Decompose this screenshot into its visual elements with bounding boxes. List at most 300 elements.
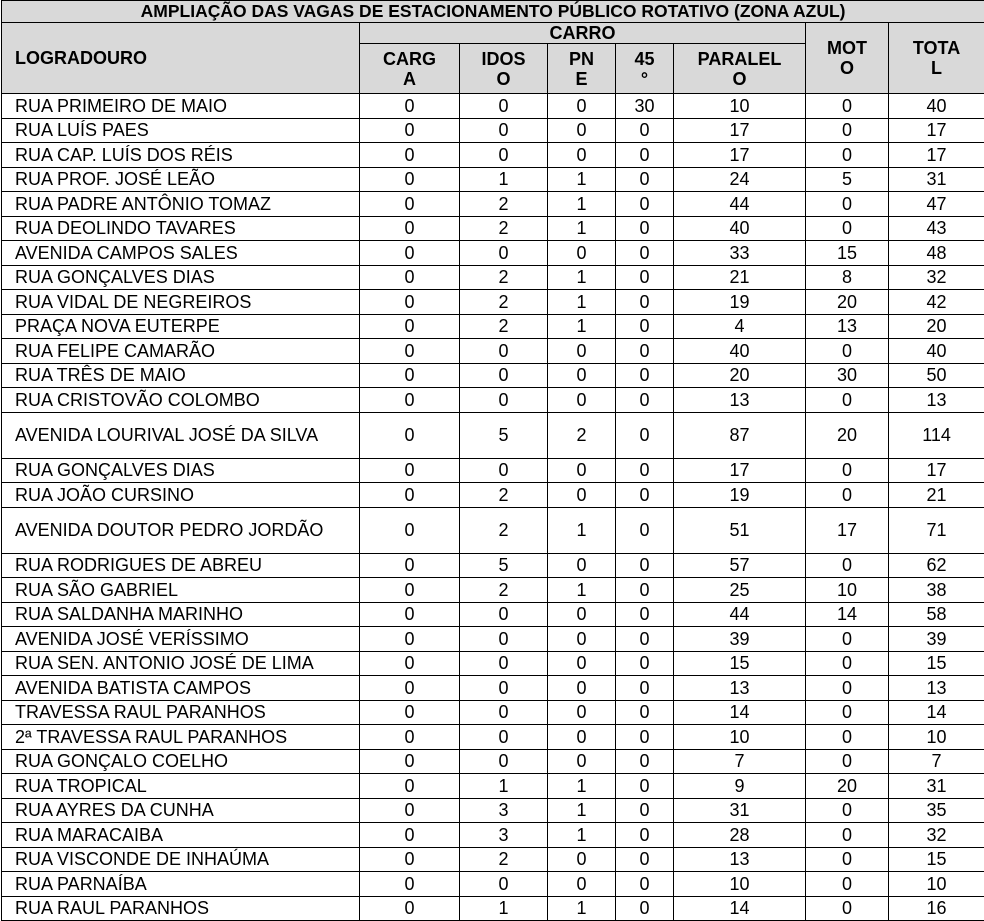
table-row bbox=[2, 458, 984, 483]
cell-pne: 0 bbox=[548, 339, 616, 364]
cell-idoso: 2 bbox=[460, 578, 548, 603]
cell-carga: 0 bbox=[360, 651, 460, 676]
table-row bbox=[2, 725, 984, 750]
cell-pne: 1 bbox=[548, 167, 616, 192]
cell-idoso: 0 bbox=[460, 627, 548, 652]
table-row bbox=[2, 241, 984, 266]
cell-moto: 0 bbox=[806, 458, 889, 483]
cell-carga: 0 bbox=[360, 578, 460, 603]
cell-45-degree: 0 bbox=[616, 774, 674, 799]
cell-pne: 1 bbox=[548, 314, 616, 339]
cell-pne: 0 bbox=[548, 458, 616, 483]
cell-carga: 0 bbox=[360, 749, 460, 774]
cell-45-degree: 0 bbox=[616, 725, 674, 750]
cell-carga: 0 bbox=[360, 458, 460, 483]
cell-total: 48 bbox=[889, 241, 984, 266]
cell-45-degree: 0 bbox=[616, 339, 674, 364]
cell-paralelo: 4 bbox=[674, 314, 806, 339]
cell-moto: 0 bbox=[806, 339, 889, 364]
cell-moto: 20 bbox=[806, 774, 889, 799]
cell-45-degree: 0 bbox=[616, 749, 674, 774]
cell-logradouro: RUA RAUL PARANHOS bbox=[2, 896, 360, 921]
cell-paralelo: 17 bbox=[674, 118, 806, 143]
cell-logradouro: AVENIDA DOUTOR PEDRO JORDÃO bbox=[2, 507, 360, 553]
cell-total: 17 bbox=[889, 458, 984, 483]
cell-logradouro: 2ª TRAVESSA RAUL PARANHOS bbox=[2, 725, 360, 750]
cell-moto: 14 bbox=[806, 602, 889, 627]
cell-idoso: 0 bbox=[460, 602, 548, 627]
table-row bbox=[2, 676, 984, 701]
cell-logradouro: RUA SÃO GABRIEL bbox=[2, 578, 360, 603]
cell-logradouro: RUA SALDANHA MARINHO bbox=[2, 602, 360, 627]
cell-idoso: 5 bbox=[460, 412, 548, 458]
header-total: TOTA L bbox=[889, 23, 984, 94]
cell-idoso: 2 bbox=[460, 847, 548, 872]
cell-logradouro: RUA VIDAL DE NEGREIROS bbox=[2, 290, 360, 315]
header-pne: PN E bbox=[548, 44, 616, 94]
cell-idoso: 2 bbox=[460, 290, 548, 315]
cell-45-degree: 0 bbox=[616, 507, 674, 553]
cell-idoso: 0 bbox=[460, 700, 548, 725]
table-row bbox=[2, 774, 984, 799]
cell-carga: 0 bbox=[360, 339, 460, 364]
cell-45-degree: 0 bbox=[616, 167, 674, 192]
cell-total: 62 bbox=[889, 553, 984, 578]
cell-paralelo: 33 bbox=[674, 241, 806, 266]
cell-idoso: 1 bbox=[460, 774, 548, 799]
cell-pne: 0 bbox=[548, 553, 616, 578]
cell-total: 38 bbox=[889, 578, 984, 603]
cell-logradouro: RUA TROPICAL bbox=[2, 774, 360, 799]
cell-moto: 0 bbox=[806, 553, 889, 578]
cell-paralelo: 9 bbox=[674, 774, 806, 799]
table-row bbox=[2, 363, 984, 388]
cell-paralelo: 17 bbox=[674, 458, 806, 483]
cell-pne: 0 bbox=[548, 749, 616, 774]
cell-paralelo: 10 bbox=[674, 725, 806, 750]
cell-total: 16 bbox=[889, 896, 984, 921]
cell-total: 114 bbox=[889, 412, 984, 458]
cell-total: 31 bbox=[889, 167, 984, 192]
cell-logradouro: RUA RODRIGUES DE ABREU bbox=[2, 553, 360, 578]
cell-moto: 30 bbox=[806, 363, 889, 388]
cell-45-degree: 30 bbox=[616, 94, 674, 119]
cell-45-degree: 0 bbox=[616, 700, 674, 725]
cell-45-degree: 0 bbox=[616, 388, 674, 413]
cell-paralelo: 14 bbox=[674, 700, 806, 725]
cell-logradouro: RUA DEOLINDO TAVARES bbox=[2, 216, 360, 241]
cell-paralelo: 39 bbox=[674, 627, 806, 652]
cell-pne: 0 bbox=[548, 143, 616, 168]
cell-45-degree: 0 bbox=[616, 241, 674, 266]
parking-table bbox=[1, 0, 984, 921]
cell-pne: 0 bbox=[548, 388, 616, 413]
cell-total: 43 bbox=[889, 216, 984, 241]
cell-moto: 0 bbox=[806, 749, 889, 774]
cell-45-degree: 0 bbox=[616, 578, 674, 603]
cell-paralelo: 10 bbox=[674, 94, 806, 119]
cell-carga: 0 bbox=[360, 896, 460, 921]
cell-moto: 5 bbox=[806, 167, 889, 192]
table-row bbox=[2, 749, 984, 774]
cell-logradouro: RUA SEN. ANTONIO JOSÉ DE LIMA bbox=[2, 651, 360, 676]
header-paralelo: PARALEL O bbox=[674, 44, 806, 94]
cell-logradouro: RUA LUÍS PAES bbox=[2, 118, 360, 143]
cell-total: 13 bbox=[889, 388, 984, 413]
cell-logradouro: RUA GONÇALVES DIAS bbox=[2, 265, 360, 290]
cell-45-degree: 0 bbox=[616, 363, 674, 388]
cell-paralelo: 44 bbox=[674, 192, 806, 217]
cell-total: 20 bbox=[889, 314, 984, 339]
cell-45-degree: 0 bbox=[616, 896, 674, 921]
cell-paralelo: 10 bbox=[674, 872, 806, 897]
cell-total: 10 bbox=[889, 725, 984, 750]
cell-total: 32 bbox=[889, 823, 984, 848]
cell-carga: 0 bbox=[360, 314, 460, 339]
cell-paralelo: 51 bbox=[674, 507, 806, 553]
cell-idoso: 2 bbox=[460, 507, 548, 553]
cell-pne: 0 bbox=[548, 241, 616, 266]
cell-idoso: 1 bbox=[460, 167, 548, 192]
cell-moto: 0 bbox=[806, 143, 889, 168]
cell-pne: 1 bbox=[548, 774, 616, 799]
cell-logradouro: RUA JOÃO CURSINO bbox=[2, 483, 360, 508]
cell-logradouro: RUA TRÊS DE MAIO bbox=[2, 363, 360, 388]
cell-logradouro: RUA GONÇALO COELHO bbox=[2, 749, 360, 774]
cell-logradouro: AVENIDA JOSÉ VERÍSSIMO bbox=[2, 627, 360, 652]
cell-carga: 0 bbox=[360, 192, 460, 217]
cell-total: 71 bbox=[889, 507, 984, 553]
cell-logradouro: AVENIDA LOURIVAL JOSÉ DA SILVA bbox=[2, 412, 360, 458]
cell-logradouro: AVENIDA BATISTA CAMPOS bbox=[2, 676, 360, 701]
cell-logradouro: RUA PROF. JOSÉ LEÃO bbox=[2, 167, 360, 192]
cell-moto: 13 bbox=[806, 314, 889, 339]
cell-pne: 0 bbox=[548, 118, 616, 143]
cell-moto: 0 bbox=[806, 676, 889, 701]
cell-idoso: 0 bbox=[460, 725, 548, 750]
cell-paralelo: 13 bbox=[674, 388, 806, 413]
cell-idoso: 0 bbox=[460, 651, 548, 676]
cell-logradouro: RUA VISCONDE DE INHAÚMA bbox=[2, 847, 360, 872]
cell-pne: 0 bbox=[548, 872, 616, 897]
table-row bbox=[2, 167, 984, 192]
cell-pne: 0 bbox=[548, 483, 616, 508]
cell-45-degree: 0 bbox=[616, 412, 674, 458]
cell-moto: 0 bbox=[806, 627, 889, 652]
cell-pne: 0 bbox=[548, 847, 616, 872]
cell-paralelo: 14 bbox=[674, 896, 806, 921]
cell-logradouro: AVENIDA CAMPOS SALES bbox=[2, 241, 360, 266]
cell-pne: 1 bbox=[548, 578, 616, 603]
cell-45-degree: 0 bbox=[616, 847, 674, 872]
table-body bbox=[2, 94, 984, 921]
cell-total: 15 bbox=[889, 651, 984, 676]
cell-carga: 0 bbox=[360, 676, 460, 701]
cell-carga: 0 bbox=[360, 94, 460, 119]
cell-idoso: 0 bbox=[460, 676, 548, 701]
cell-total: 17 bbox=[889, 143, 984, 168]
cell-total: 10 bbox=[889, 872, 984, 897]
cell-moto: 0 bbox=[806, 388, 889, 413]
table-row bbox=[2, 553, 984, 578]
cell-carga: 0 bbox=[360, 118, 460, 143]
cell-paralelo: 87 bbox=[674, 412, 806, 458]
cell-idoso: 0 bbox=[460, 458, 548, 483]
cell-pne: 1 bbox=[548, 265, 616, 290]
cell-idoso: 0 bbox=[460, 749, 548, 774]
cell-carga: 0 bbox=[360, 823, 460, 848]
table-row bbox=[2, 651, 984, 676]
cell-carga: 0 bbox=[360, 553, 460, 578]
cell-moto: 0 bbox=[806, 700, 889, 725]
cell-logradouro: RUA GONÇALVES DIAS bbox=[2, 458, 360, 483]
cell-45-degree: 0 bbox=[616, 602, 674, 627]
table-row bbox=[2, 216, 984, 241]
cell-idoso: 2 bbox=[460, 483, 548, 508]
table-row bbox=[2, 412, 984, 458]
cell-carga: 0 bbox=[360, 774, 460, 799]
cell-carga: 0 bbox=[360, 507, 460, 553]
cell-moto: 20 bbox=[806, 290, 889, 315]
cell-moto: 8 bbox=[806, 265, 889, 290]
cell-moto: 0 bbox=[806, 118, 889, 143]
cell-logradouro: RUA FELIPE CAMARÃO bbox=[2, 339, 360, 364]
cell-carga: 0 bbox=[360, 290, 460, 315]
cell-pne: 1 bbox=[548, 192, 616, 217]
cell-paralelo: 19 bbox=[674, 483, 806, 508]
cell-paralelo: 15 bbox=[674, 651, 806, 676]
table-row bbox=[2, 507, 984, 553]
table-row bbox=[2, 339, 984, 364]
table-row bbox=[2, 798, 984, 823]
cell-carga: 0 bbox=[360, 872, 460, 897]
cell-idoso: 0 bbox=[460, 339, 548, 364]
cell-total: 58 bbox=[889, 602, 984, 627]
cell-carga: 0 bbox=[360, 241, 460, 266]
header-moto: MOT O bbox=[806, 23, 889, 94]
cell-moto: 0 bbox=[806, 847, 889, 872]
cell-idoso: 0 bbox=[460, 363, 548, 388]
cell-idoso: 5 bbox=[460, 553, 548, 578]
cell-pne: 0 bbox=[548, 676, 616, 701]
cell-paralelo: 13 bbox=[674, 676, 806, 701]
table-row bbox=[2, 192, 984, 217]
cell-paralelo: 28 bbox=[674, 823, 806, 848]
cell-45-degree: 0 bbox=[616, 143, 674, 168]
cell-logradouro: RUA AYRES DA CUNHA bbox=[2, 798, 360, 823]
cell-idoso: 2 bbox=[460, 314, 548, 339]
cell-45-degree: 0 bbox=[616, 798, 674, 823]
table-row bbox=[2, 314, 984, 339]
table-row bbox=[2, 483, 984, 508]
cell-paralelo: 24 bbox=[674, 167, 806, 192]
cell-moto: 0 bbox=[806, 651, 889, 676]
table-row bbox=[2, 700, 984, 725]
cell-total: 47 bbox=[889, 192, 984, 217]
cell-45-degree: 0 bbox=[616, 216, 674, 241]
cell-idoso: 0 bbox=[460, 94, 548, 119]
cell-carga: 0 bbox=[360, 700, 460, 725]
cell-total: 40 bbox=[889, 339, 984, 364]
cell-carga: 0 bbox=[360, 725, 460, 750]
cell-carga: 0 bbox=[360, 265, 460, 290]
cell-total: 15 bbox=[889, 847, 984, 872]
cell-total: 14 bbox=[889, 700, 984, 725]
cell-logradouro: RUA MARACAIBA bbox=[2, 823, 360, 848]
table-title: AMPLIAÇÃO DAS VAGAS DE ESTACIONAMENTO PÚBLICO ROTATIVO (ZONA AZUL) bbox=[2, 1, 984, 23]
cell-moto: 10 bbox=[806, 578, 889, 603]
table-row bbox=[2, 290, 984, 315]
cell-pne: 1 bbox=[548, 216, 616, 241]
cell-carga: 0 bbox=[360, 798, 460, 823]
cell-paralelo: 21 bbox=[674, 265, 806, 290]
cell-total: 35 bbox=[889, 798, 984, 823]
cell-45-degree: 0 bbox=[616, 483, 674, 508]
cell-logradouro: RUA PARNAÍBA bbox=[2, 872, 360, 897]
table-row bbox=[2, 578, 984, 603]
cell-carga: 0 bbox=[360, 216, 460, 241]
cell-carga: 0 bbox=[360, 143, 460, 168]
cell-idoso: 0 bbox=[460, 872, 548, 897]
cell-carga: 0 bbox=[360, 167, 460, 192]
cell-total: 42 bbox=[889, 290, 984, 315]
cell-45-degree: 0 bbox=[616, 458, 674, 483]
table-row bbox=[2, 118, 984, 143]
cell-total: 31 bbox=[889, 774, 984, 799]
cell-total: 32 bbox=[889, 265, 984, 290]
table-row bbox=[2, 143, 984, 168]
cell-idoso: 0 bbox=[460, 143, 548, 168]
cell-carga: 0 bbox=[360, 627, 460, 652]
cell-pne: 1 bbox=[548, 823, 616, 848]
cell-idoso: 2 bbox=[460, 265, 548, 290]
cell-pne: 0 bbox=[548, 725, 616, 750]
table-row bbox=[2, 602, 984, 627]
cell-moto: 15 bbox=[806, 241, 889, 266]
cell-total: 50 bbox=[889, 363, 984, 388]
table-row bbox=[2, 627, 984, 652]
cell-45-degree: 0 bbox=[616, 192, 674, 217]
cell-logradouro: RUA PADRE ANTÔNIO TOMAZ bbox=[2, 192, 360, 217]
cell-moto: 0 bbox=[806, 216, 889, 241]
cell-moto: 17 bbox=[806, 507, 889, 553]
cell-idoso: 2 bbox=[460, 216, 548, 241]
cell-total: 40 bbox=[889, 94, 984, 119]
cell-paralelo: 25 bbox=[674, 578, 806, 603]
cell-idoso: 3 bbox=[460, 823, 548, 848]
header-carro: CARRO bbox=[360, 23, 806, 44]
cell-pne: 0 bbox=[548, 94, 616, 119]
cell-logradouro: TRAVESSA RAUL PARANHOS bbox=[2, 700, 360, 725]
cell-45-degree: 0 bbox=[616, 553, 674, 578]
cell-pne: 0 bbox=[548, 651, 616, 676]
cell-logradouro: RUA CAP. LUÍS DOS RÉIS bbox=[2, 143, 360, 168]
table-row bbox=[2, 896, 984, 921]
cell-moto: 0 bbox=[806, 823, 889, 848]
cell-paralelo: 17 bbox=[674, 143, 806, 168]
cell-paralelo: 20 bbox=[674, 363, 806, 388]
cell-idoso: 0 bbox=[460, 118, 548, 143]
cell-carga: 0 bbox=[360, 412, 460, 458]
cell-idoso: 0 bbox=[460, 388, 548, 413]
cell-logradouro: PRAÇA NOVA EUTERPE bbox=[2, 314, 360, 339]
cell-paralelo: 31 bbox=[674, 798, 806, 823]
cell-moto: 0 bbox=[806, 725, 889, 750]
cell-pne: 1 bbox=[548, 798, 616, 823]
cell-total: 39 bbox=[889, 627, 984, 652]
cell-moto: 0 bbox=[806, 872, 889, 897]
cell-pne: 1 bbox=[548, 290, 616, 315]
cell-moto: 20 bbox=[806, 412, 889, 458]
cell-45-degree: 0 bbox=[616, 265, 674, 290]
cell-total: 7 bbox=[889, 749, 984, 774]
header-carga: CARG A bbox=[360, 44, 460, 94]
header-logradouro: LOGRADOURO bbox=[2, 23, 360, 94]
cell-45-degree: 0 bbox=[616, 118, 674, 143]
cell-45-degree: 0 bbox=[616, 872, 674, 897]
table-row bbox=[2, 847, 984, 872]
cell-logradouro: RUA PRIMEIRO DE MAIO bbox=[2, 94, 360, 119]
cell-total: 13 bbox=[889, 676, 984, 701]
cell-pne: 0 bbox=[548, 700, 616, 725]
cell-pne: 1 bbox=[548, 507, 616, 553]
header-idoso: IDOS O bbox=[460, 44, 548, 94]
table-row bbox=[2, 872, 984, 897]
cell-paralelo: 44 bbox=[674, 602, 806, 627]
cell-total: 21 bbox=[889, 483, 984, 508]
cell-pne: 1 bbox=[548, 896, 616, 921]
table-row bbox=[2, 265, 984, 290]
cell-45-degree: 0 bbox=[616, 627, 674, 652]
cell-carga: 0 bbox=[360, 847, 460, 872]
cell-45-degree: 0 bbox=[616, 823, 674, 848]
header-45-degree: 45 ° bbox=[616, 44, 674, 94]
cell-idoso: 2 bbox=[460, 192, 548, 217]
table-row bbox=[2, 94, 984, 119]
cell-idoso: 1 bbox=[460, 896, 548, 921]
cell-pne: 2 bbox=[548, 412, 616, 458]
cell-moto: 0 bbox=[806, 94, 889, 119]
cell-paralelo: 40 bbox=[674, 339, 806, 364]
cell-carga: 0 bbox=[360, 602, 460, 627]
cell-paralelo: 7 bbox=[674, 749, 806, 774]
table-row bbox=[2, 388, 984, 413]
cell-paralelo: 40 bbox=[674, 216, 806, 241]
cell-pne: 0 bbox=[548, 627, 616, 652]
cell-logradouro: RUA CRISTOVÃO COLOMBO bbox=[2, 388, 360, 413]
cell-idoso: 0 bbox=[460, 241, 548, 266]
cell-carga: 0 bbox=[360, 483, 460, 508]
cell-45-degree: 0 bbox=[616, 676, 674, 701]
cell-pne: 0 bbox=[548, 602, 616, 627]
cell-carga: 0 bbox=[360, 363, 460, 388]
cell-moto: 0 bbox=[806, 483, 889, 508]
cell-paralelo: 19 bbox=[674, 290, 806, 315]
cell-moto: 0 bbox=[806, 192, 889, 217]
cell-moto: 0 bbox=[806, 798, 889, 823]
cell-paralelo: 13 bbox=[674, 847, 806, 872]
cell-carga: 0 bbox=[360, 388, 460, 413]
cell-45-degree: 0 bbox=[616, 651, 674, 676]
cell-45-degree: 0 bbox=[616, 290, 674, 315]
cell-pne: 0 bbox=[548, 363, 616, 388]
cell-paralelo: 57 bbox=[674, 553, 806, 578]
cell-idoso: 3 bbox=[460, 798, 548, 823]
cell-45-degree: 0 bbox=[616, 314, 674, 339]
cell-moto: 0 bbox=[806, 896, 889, 921]
cell-total: 17 bbox=[889, 118, 984, 143]
table-row bbox=[2, 823, 984, 848]
